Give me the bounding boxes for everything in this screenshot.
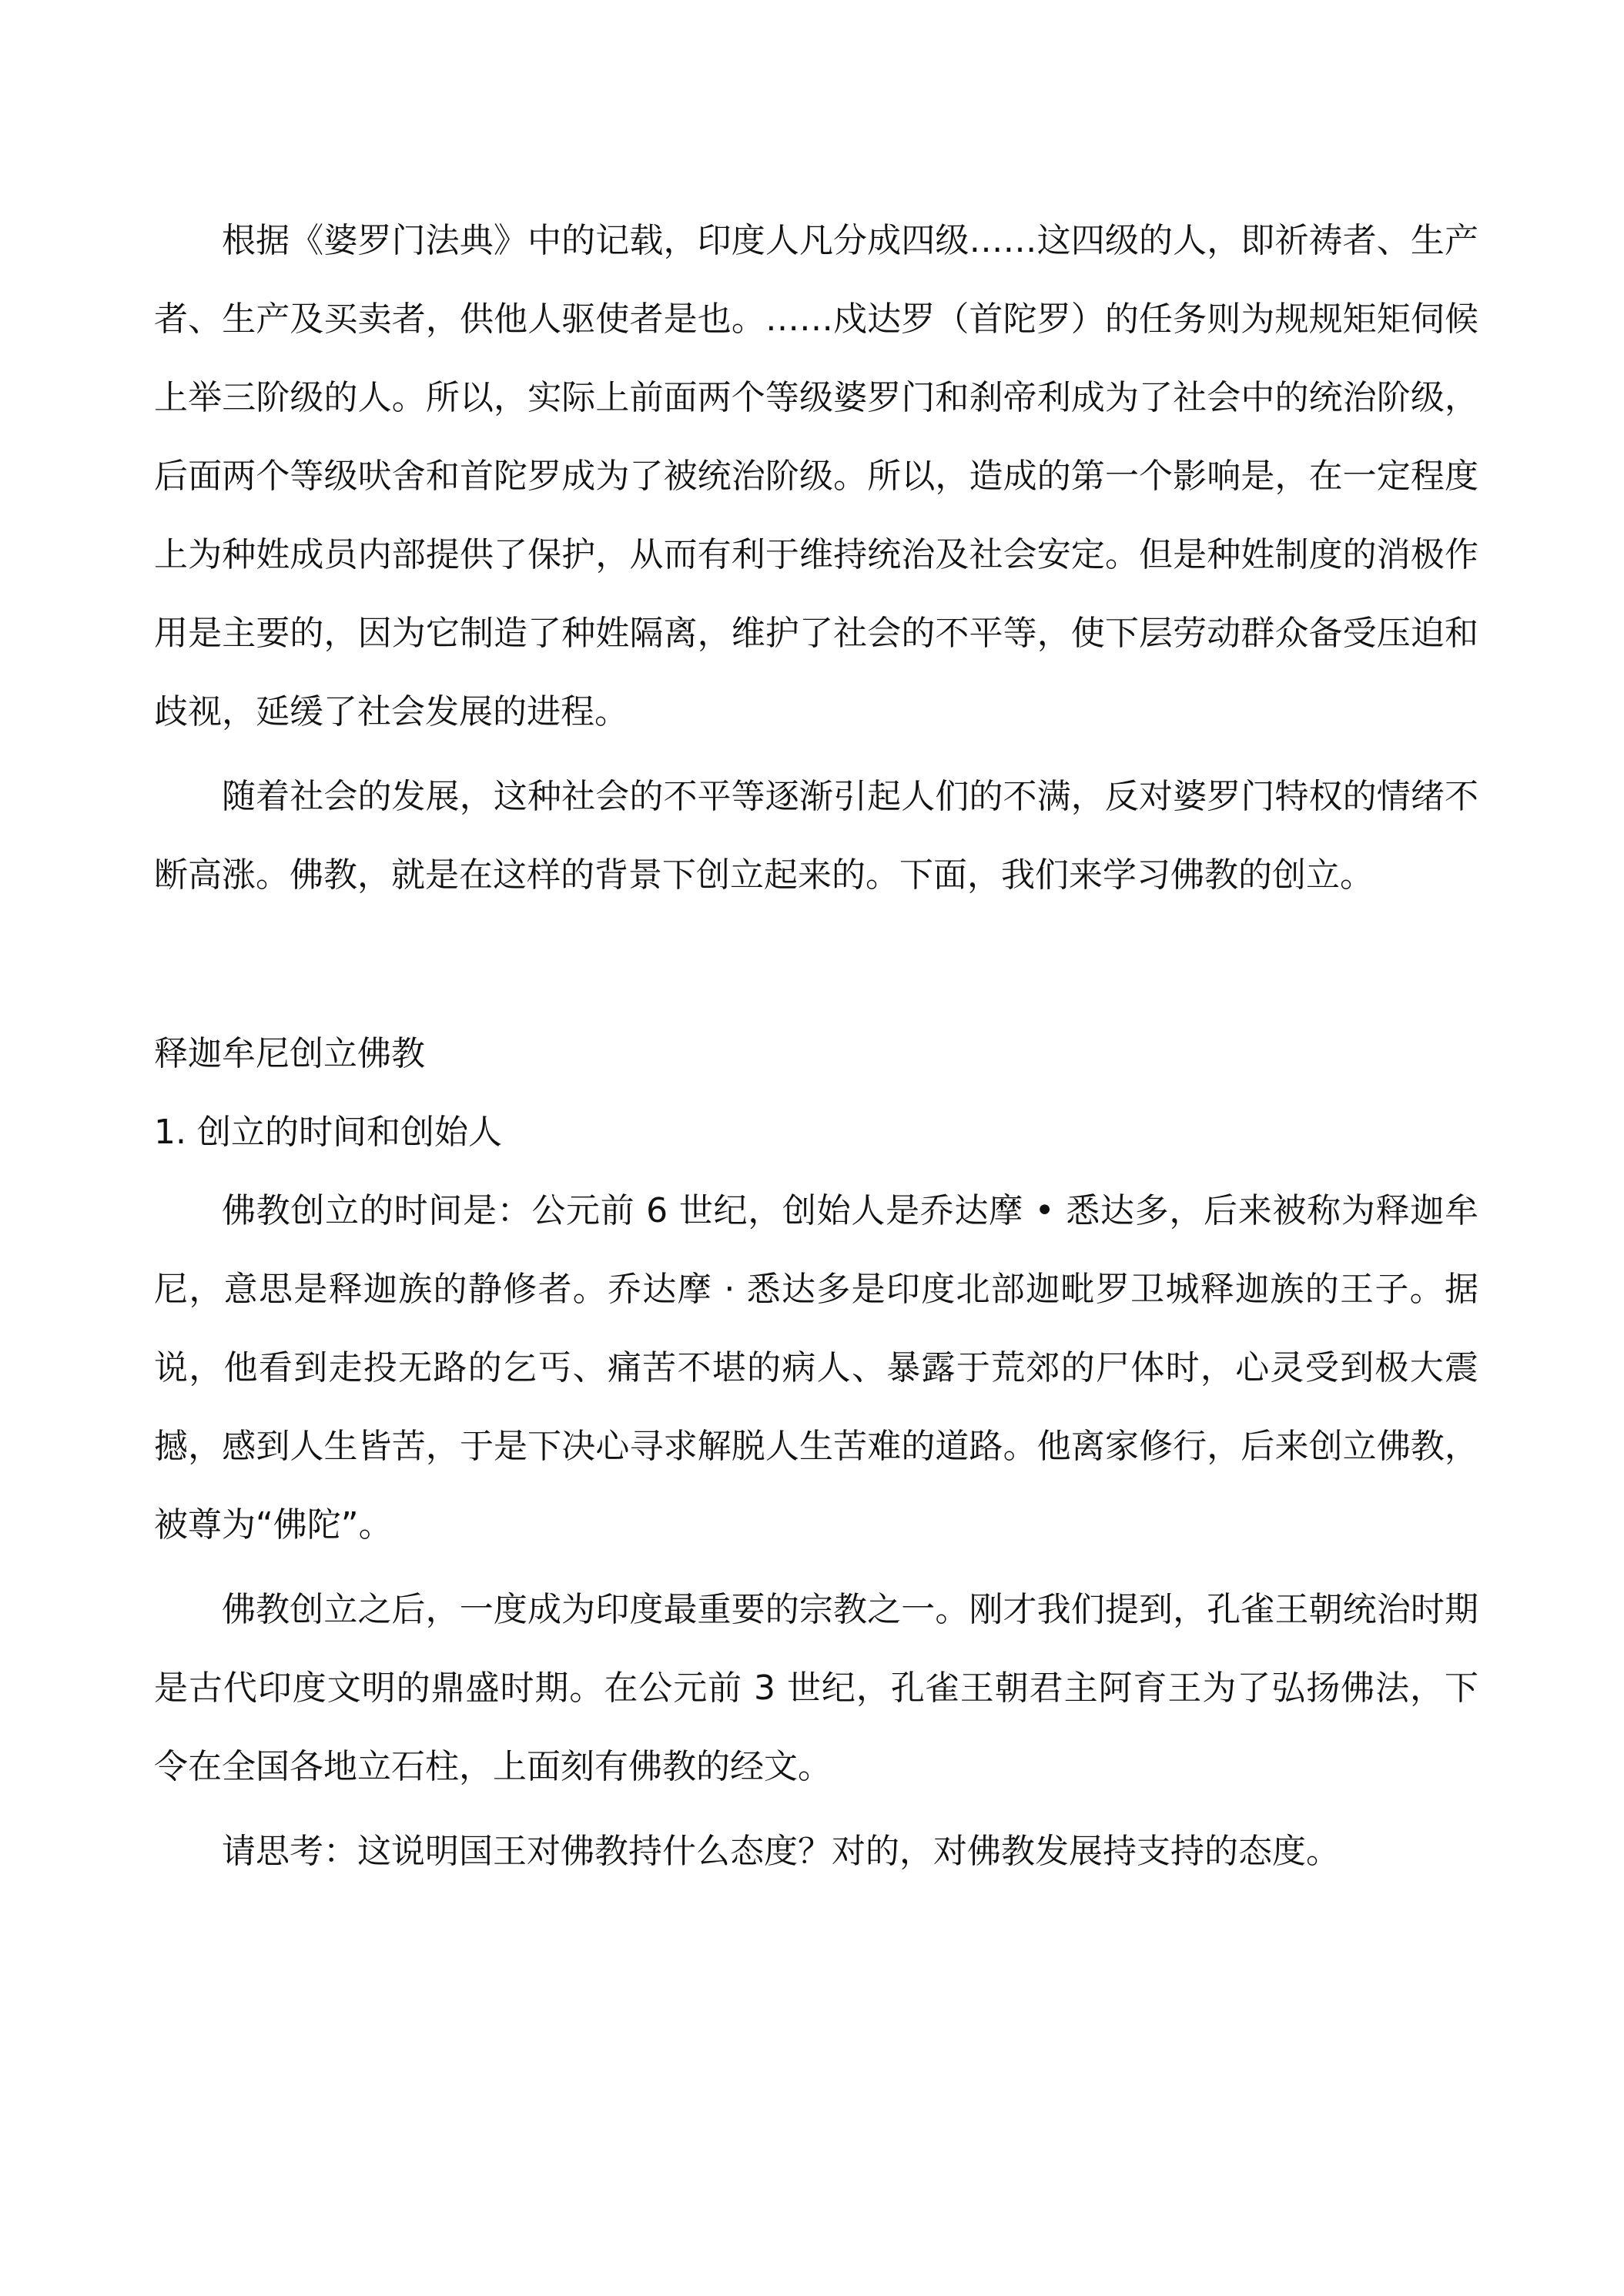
document-body <box>154 202 1478 1891</box>
paragraph-ashoka: 佛教创立之后，一度成为印度最重要的宗教之一。刚才我们提到，孔雀王朝统治时期是古代印度文明的鼎盛时期。在公元前 3 世纪，孔雀王朝君主阿育王为了弘扬佛法，下令在全国各地立石柱，上面刻有佛教的经文。 <box>154 1590 1478 1786</box>
paragraph-buddhism-background: 随着社会的发展，这种社会的不平等逐渐引起人们的不满，反对婆罗门特权的情绪不断高涨。佛教，就是在这样的背景下创立起来的。下面，我们来学习佛教的创立。 <box>154 777 1478 895</box>
section-title: 释迦牟尼创立佛教 <box>154 1034 425 1073</box>
paragraph-founder: 佛教创立的时间是：公元前 6 世纪，创始人是乔达摩 • 悉达多，后来被称为释迦牟尼，意思是释迦族的静修者。乔达摩 · 悉达多是印度北部迦毗罗卫城释迦族的王子。据说，他看到走投无路的乞丐、痛苦不堪的病人、暴露于荒郊的尸体时，心灵受到极大震撼，感到人生皆苦，于是下决心寻求解脱人生苦难的道路。他离家修行，后来创立佛教，被尊为“佛陀”。 <box>154 1191 1478 1545</box>
subsection-title: 1. 创立的时间和创始人 <box>154 1113 502 1152</box>
paragraph-caste-system: 根据《婆罗门法典》中的记载，印度人凡分成四级……这四级的人，即祈祷者、生产者、生产及买卖者，供他人驱使者是也。……戍达罗（首陀罗）的任务则为规规矩矩伺候上举三阶级的人。所以，实际上前面两个等级婆罗门和刹帝利成为了社会中的统治阶级，后面两个等级吠舍和首陀罗成为了被统治阶级。所以，造成的第一个影响是，在一定程度上为种姓成员内部提供了保护，从而有利于维持统治及社会安定。但是种姓制度的消极作用是主要的，因为它制造了种姓隔离，维护了社会的不平等，使下层劳动群众备受压迫和歧视，延缓了社会发展的进程。 <box>154 221 1478 731</box>
paragraph-question: 请思考：这说明国王对佛教持什么态度？对的，对佛教发展持支持的态度。 <box>222 1832 1340 1871</box>
